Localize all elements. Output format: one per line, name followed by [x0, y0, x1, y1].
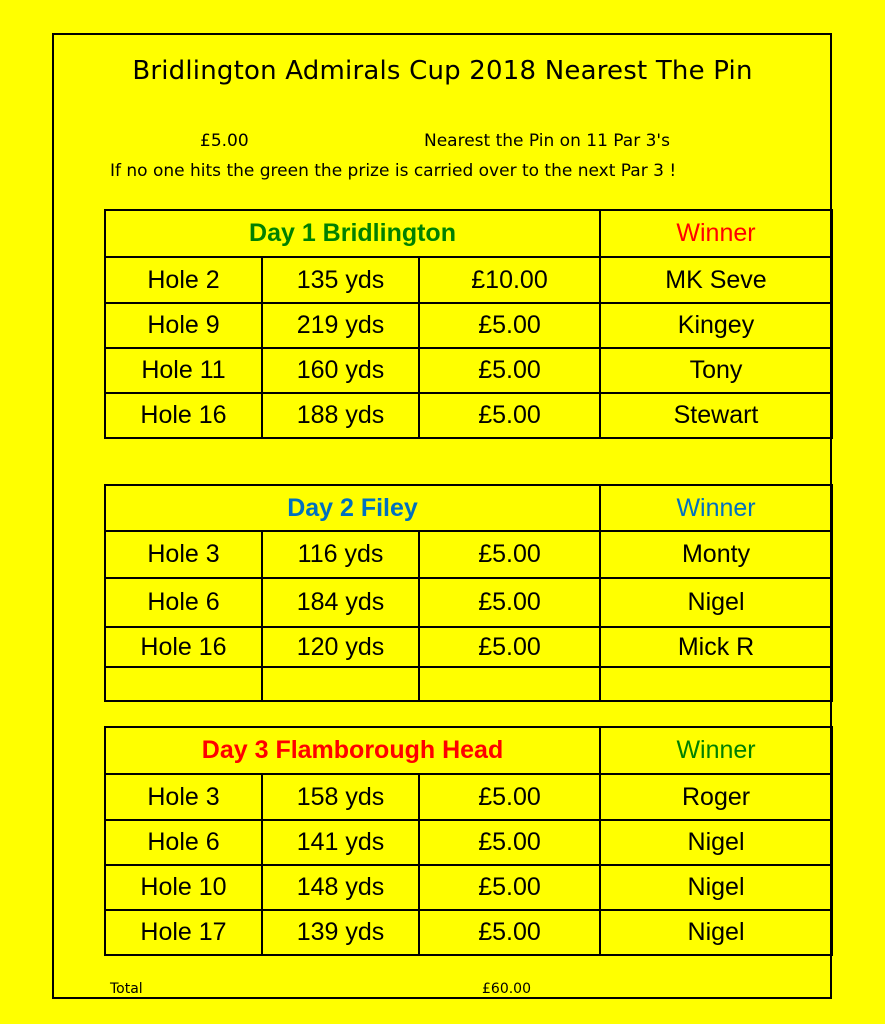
prize-cell: £5.00 [419, 393, 600, 438]
yardage-cell: 158 yds [262, 774, 419, 820]
prize-cell: £5.00 [419, 303, 600, 348]
hole-cell: Hole 6 [105, 578, 262, 627]
day-2-heading: Day 2 Filey [105, 485, 600, 531]
yardage-cell: 135 yds [262, 257, 419, 303]
total-value: £60.00 [482, 981, 531, 997]
table-row [105, 531, 832, 578]
prize-cell: £5.00 [419, 578, 600, 627]
nearest-pin-info: Nearest the Pin on 11 Par 3's [424, 131, 670, 151]
table-row [105, 774, 832, 820]
hole-cell: Hole 3 [105, 774, 262, 820]
table-row [105, 303, 832, 348]
hole-cell: Hole 6 [105, 820, 262, 865]
day-1-winner-heading: Winner [600, 210, 832, 257]
winner-cell: Nigel [600, 910, 832, 955]
prize-cell: £5.00 [419, 910, 600, 955]
prize-cell: £5.00 [419, 348, 600, 393]
day-1-table [104, 209, 833, 439]
total-label: Total [110, 981, 143, 997]
winner-cell: Monty [600, 531, 832, 578]
day-3-winner-heading: Winner [600, 727, 832, 774]
table-row [105, 627, 832, 667]
prize-cell: £5.00 [419, 531, 600, 578]
winner-cell: MK Seve [600, 257, 832, 303]
winner-cell: Nigel [600, 820, 832, 865]
yardage-cell: 139 yds [262, 910, 419, 955]
hole-cell: Hole 2 [105, 257, 262, 303]
yardage-cell: 184 yds [262, 578, 419, 627]
table-row [105, 910, 832, 955]
table-row [105, 667, 832, 701]
winner-cell: Kingey [600, 303, 832, 348]
hole-cell: Hole 11 [105, 348, 262, 393]
prize-cell: £10.00 [419, 257, 600, 303]
hole-cell: Hole 3 [105, 531, 262, 578]
winner-cell: Stewart [600, 393, 832, 438]
table-row [105, 257, 832, 303]
yardage-cell: 148 yds [262, 865, 419, 910]
winner-cell: Tony [600, 348, 832, 393]
prize-cell: £5.00 [419, 627, 600, 667]
entry-price: £5.00 [200, 131, 249, 151]
winner-cell: Roger [600, 774, 832, 820]
day-2-winner-heading: Winner [600, 485, 832, 531]
day-3-heading: Day 3 Flamborough Head [105, 727, 600, 774]
yardage-cell: 219 yds [262, 303, 419, 348]
day-1-heading: Day 1 Bridlington [105, 210, 600, 257]
table-row [105, 865, 832, 910]
prize-cell [419, 667, 600, 701]
page-title: Bridlington Admirals Cup 2018 Nearest The Pin [132, 56, 753, 86]
yardage-cell: 160 yds [262, 348, 419, 393]
prize-cell: £5.00 [419, 820, 600, 865]
hole-cell: Hole 16 [105, 393, 262, 438]
yardage-cell: 141 yds [262, 820, 419, 865]
carry-over-note: If no one hits the green the prize is carried over to the next Par 3 ! [110, 161, 677, 181]
hole-cell: Hole 10 [105, 865, 262, 910]
prize-cell: £5.00 [419, 774, 600, 820]
table-row [105, 348, 832, 393]
yardage-cell [262, 667, 419, 701]
winner-cell: Nigel [600, 578, 832, 627]
prize-cell: £5.00 [419, 865, 600, 910]
hole-cell [105, 667, 262, 701]
winner-cell: Mick R [600, 627, 832, 667]
winner-cell [600, 667, 832, 701]
yardage-cell: 116 yds [262, 531, 419, 578]
day-2-table [104, 484, 833, 702]
hole-cell: Hole 9 [105, 303, 262, 348]
hole-cell: Hole 16 [105, 627, 262, 667]
table-row [105, 578, 832, 627]
winner-cell: Nigel [600, 865, 832, 910]
day-3-table [104, 726, 833, 956]
hole-cell: Hole 17 [105, 910, 262, 955]
table-row [105, 820, 832, 865]
table-row [105, 393, 832, 438]
yardage-cell: 120 yds [262, 627, 419, 667]
yardage-cell: 188 yds [262, 393, 419, 438]
